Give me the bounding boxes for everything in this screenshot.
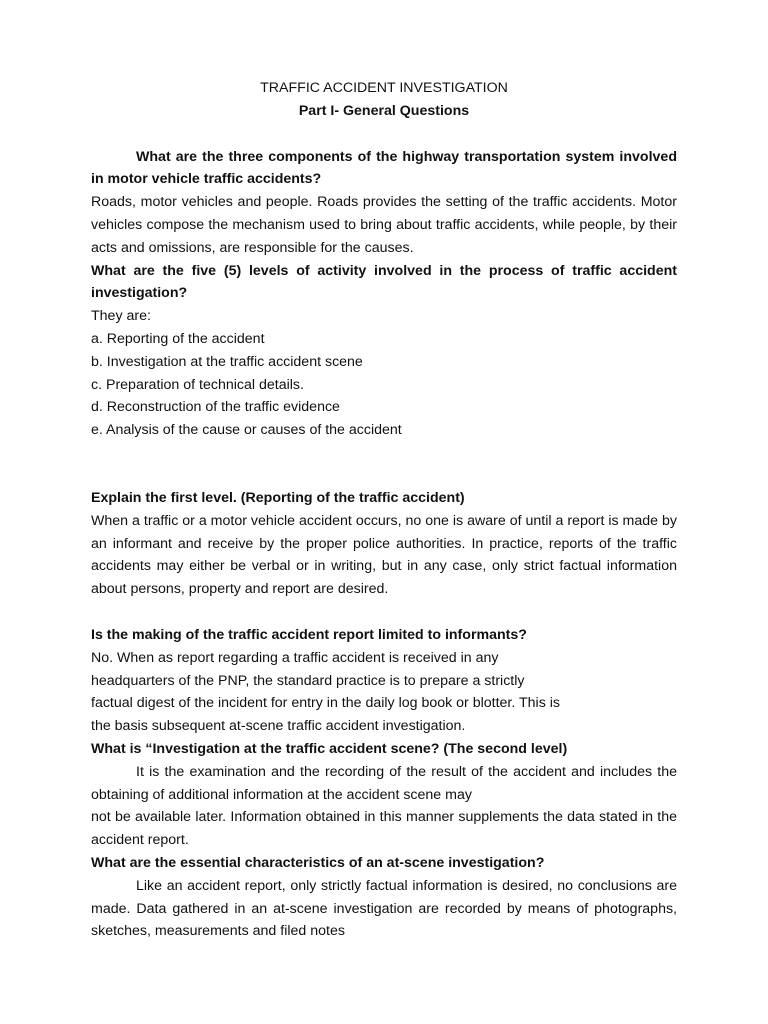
list-item: b. Investigation at the traffic accident scene	[91, 353, 363, 370]
question-5: What is “Investigation at the traffic accident scene? (The second level)	[91, 740, 568, 757]
answer-3: When a traffic or a motor vehicle accident occurs, no one is aware of until a report is made by an informant and receive by the proper police authorities. In practice, reports of the traffic accidents may either be verbal or in writing, but in any case, only strict factual information about persons, property and report are desired.	[91, 512, 677, 598]
document-page	[91, 77, 677, 943]
list-item: e. Analysis of the cause or causes of the accident	[91, 422, 402, 439]
spacer	[91, 123, 677, 146]
answer-4-line: factual digest of the incident for entry in the daily log book or blotter. This is	[91, 695, 560, 712]
answer-1: Roads, motor vehicles and people. Roads provides the setting of the traffic accidents. Motor vehicles compose the mechanism used to bring about traffic accidents, while people, by their acts and omissions, are responsible for the causes.	[91, 194, 677, 256]
spacer	[91, 601, 677, 624]
answer-4-line: headquarters of the PNP, the standard practice is to prepare a strictly	[91, 672, 525, 689]
answer-6: Like an accident report, only strictly factual information is desired, no conclusions are made. Data gathered in an at-scene investigation are recorded by means of photographs, sketches, measurements and filed notes	[91, 877, 677, 940]
answer-4	[91, 647, 677, 738]
answer-2-intro: They are:	[91, 308, 151, 325]
question-2: What are the five (5) levels of activity involved in the process of traffic accident investigation?	[91, 262, 677, 302]
document-title: TRAFFIC ACCIDENT INVESTIGATION	[260, 80, 508, 96]
answer-5-part-2: not be available later. Information obtained in this manner supplements the data stated in the accident report.	[91, 809, 677, 849]
question-6: What are the essential characteristics of an at-scene investigation?	[91, 854, 545, 871]
answer-4-line: the basis subsequent at-scene traffic accident investigation.	[91, 718, 466, 735]
answer-4-line: No. When as report regarding a traffic accident is received in any	[91, 649, 499, 666]
question-1: What are the three components of the highway transportation system involved in motor vehicle traffic accidents?	[91, 148, 677, 188]
document-subtitle: Part I- General Questions	[298, 102, 470, 119]
question-4: Is the making of the traffic accident report limited to informants?	[91, 626, 527, 643]
spacer	[91, 442, 677, 487]
list-item: d. Reconstruction of the traffic evidence	[91, 399, 340, 416]
answer-5-part-1: It is the examination and the recording of the result of the accident and includes the obtaining of additional information at the accident scene may	[91, 763, 677, 803]
activity-levels-list	[91, 328, 677, 442]
list-item: c. Preparation of technical details.	[91, 376, 304, 393]
list-item: a. Reporting of the accident	[91, 330, 265, 347]
question-3: Explain the first level. (Reporting of the traffic accident)	[91, 489, 465, 506]
